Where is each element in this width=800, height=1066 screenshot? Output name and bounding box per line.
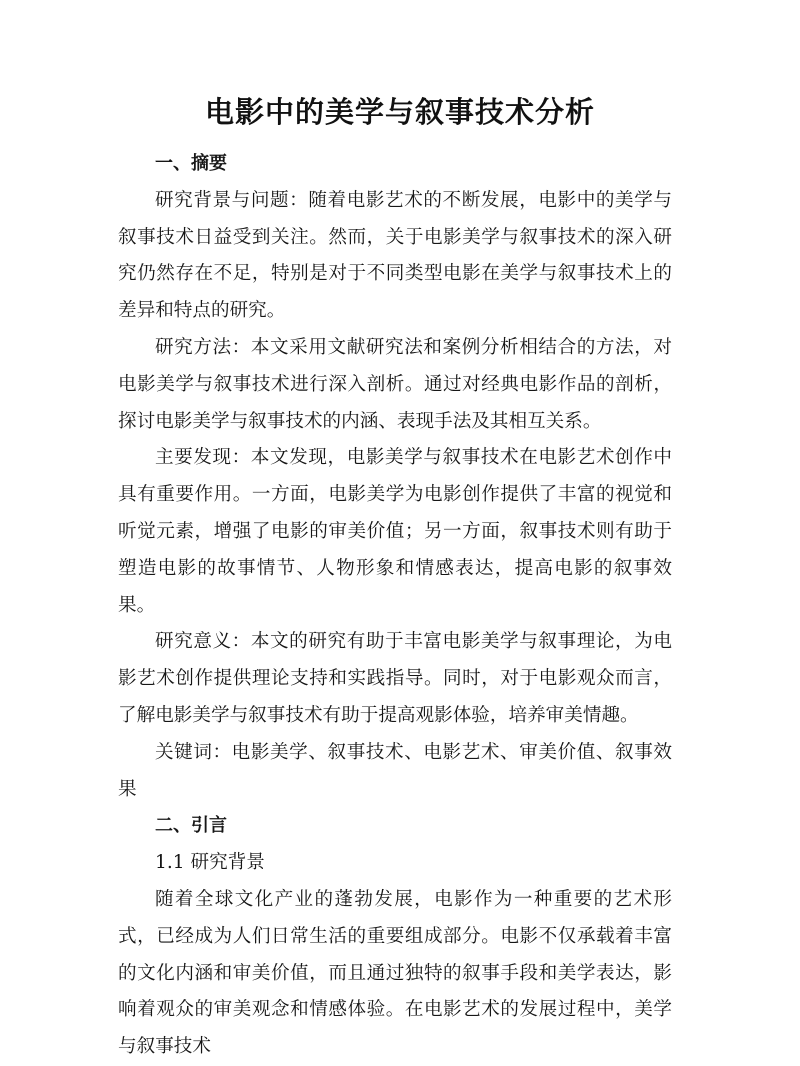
document-title: 电影中的美学与叙事技术分析 — [204, 95, 595, 129]
subsection-title-research-background: 1.1 研究背景 — [155, 852, 265, 874]
abstract-method-paragraph: 研究方法：本文采用文献研究法和案例分析相结合的方法，对电影美学与叙事技术进行深入剖析。通过对经典电影作品的剖析，探讨电影美学与叙事技术的内涵、表现手法及其相互关系。 — [118, 336, 672, 432]
abstract-significance-paragraph: 研究意义：本文的研究有助于丰富电影美学与叙事理论，为电影艺术创作提供理论支持和实践指导。同时，对于电影观众而言，了解电影美学与叙事技术有助于提高观影体验，培养审美情趣。 — [118, 631, 672, 726]
abstract-background-paragraph: 研究背景与问题：随着电影艺术的不断发展，电影中的美学与叙事技术日益受到关注。然而，关于电影美学与叙事技术的深入研究仍然存在不足，特别是对于不同类型电影在美学与叙事技术上的差异和特点的研究。 — [118, 189, 672, 322]
abstract-keywords: 关键词：电影美学、叙事技术、电影艺术、审美价值、叙事效果 — [118, 741, 672, 800]
document-body — [118, 146, 672, 1066]
section-heading-abstract: 一、摘要 — [155, 153, 227, 174]
section-heading-introduction: 二、引言 — [155, 815, 227, 837]
introduction-paragraph: 随着全球文化产业的蓬勃发展，电影作为一种重要的艺术形式，已经成为人们日常生活的重要组成部分。电影不仅承载着丰富的文化内涵和审美价值，而且通过独特的叙事手段和美学表达，影响着观众的审美观念和情感体验。在电影艺术的发展过程中，美学与叙事技术 — [118, 888, 672, 1058]
abstract-findings-paragraph: 主要发现：本文发现，电影美学与叙事技术在电影艺术创作中具有重要作用。一方面，电影美学为电影创作提供了丰富的视觉和听觉元素，增强了电影的审美价值；另一方面，叙事技术则有助于塑造电影的故事情节、人物形象和情感表达，提高电影的叙事效果。 — [118, 447, 672, 616]
